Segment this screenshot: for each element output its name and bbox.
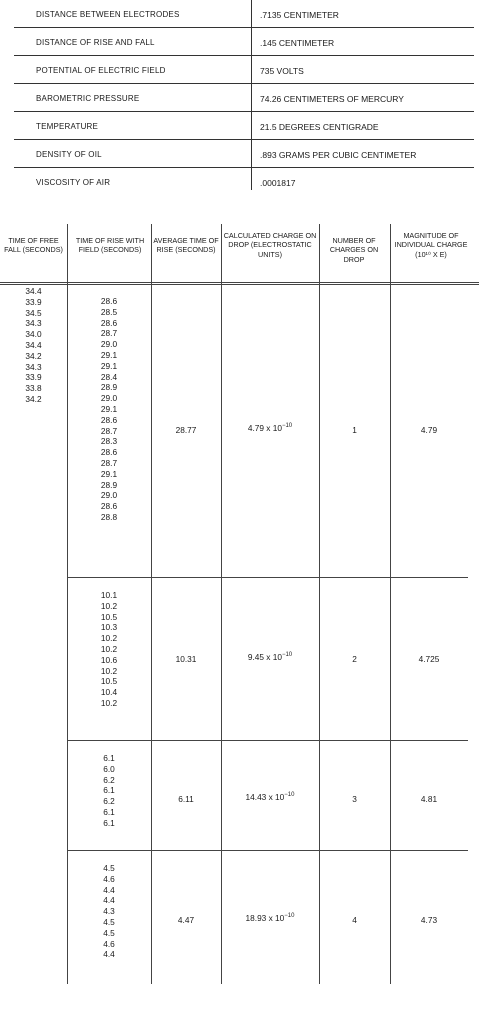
charge-base: 18.93 x 10 — [245, 913, 285, 923]
rise-time: 10.5 — [100, 676, 118, 687]
param-label: VISCOSITY OF AIR — [36, 178, 111, 187]
param-value: .893 GRAMS PER CUBIC CENTIMETER — [260, 150, 417, 160]
param-label: DISTANCE OF RISE AND FALL — [36, 38, 155, 47]
rise-time: 10.2 — [100, 665, 118, 676]
number-of-charges-value: 2 — [352, 654, 357, 664]
calculated-charge-value — [221, 652, 319, 662]
param-value: .0001817 — [260, 178, 296, 188]
rise-time: 10.2 — [100, 633, 118, 644]
param-row — [14, 112, 474, 140]
free-fall-value: 34.3 — [25, 361, 42, 372]
rise-time: 4.3 — [103, 906, 115, 917]
rise-time: 29.0 — [100, 490, 118, 501]
rise-time: 29.0 — [100, 339, 118, 350]
free-fall-value: 34.4 — [25, 339, 42, 350]
charge-group-3 — [67, 741, 468, 851]
average-rise-value: 4.47 — [177, 915, 195, 925]
free-fall-value: 33.9 — [25, 296, 42, 307]
rise-time: 10.1 — [100, 590, 118, 600]
rise-time: 6.2 — [103, 774, 115, 785]
parameters-table — [14, 0, 474, 195]
charge-group-4 — [67, 851, 468, 984]
calculated-charge-value — [221, 792, 319, 802]
rise-time: 29.1 — [100, 468, 118, 479]
number-of-charges-value: 3 — [352, 794, 357, 804]
param-value: .145 CENTIMETER — [260, 38, 335, 48]
rise-time: 28.6 — [100, 317, 118, 328]
average-rise-value: 6.11 — [178, 794, 194, 804]
magnitude-value: 4.79 — [420, 425, 438, 435]
rise-time: 28.5 — [100, 306, 118, 317]
free-fall-column — [0, 286, 67, 405]
charge-base: 4.79 x 10 — [247, 423, 282, 433]
param-row — [14, 168, 474, 195]
rise-time: 6.0 — [103, 763, 115, 774]
charge-base: 14.43 x 10 — [245, 792, 285, 802]
param-row — [14, 56, 474, 84]
measurements-table — [0, 224, 479, 960]
free-fall-value: 34.2 — [25, 393, 42, 404]
param-label: TEMPERATURE — [36, 122, 99, 131]
number-of-charges-value: 1 — [352, 425, 357, 435]
rise-time: 28.6 — [100, 447, 118, 458]
rise-time: 10.3 — [100, 622, 118, 633]
param-label: DENSITY OF OIL — [36, 150, 102, 159]
free-fall-value: 34.2 — [25, 350, 42, 361]
average-rise-value: 28.77 — [175, 425, 197, 435]
rise-time: 6.1 — [103, 817, 115, 828]
rise-time: 10.2 — [100, 600, 118, 611]
header-rise-time: TIME OF RISE WITH FIELD (SECONDS) — [75, 236, 145, 255]
magnitude-value: 4.73 — [420, 915, 438, 925]
free-fall-value: 34.4 — [25, 286, 42, 296]
magnitude-value: 4.725 — [418, 654, 440, 664]
rise-time: 28.6 — [100, 414, 118, 425]
header-calculated-charge: CALCULATED CHARGE ON DROP (ELECTROSTATIC UNITS) — [223, 231, 317, 259]
rise-time: 6.1 — [103, 785, 115, 796]
param-row — [14, 28, 474, 56]
param-label: DISTANCE BETWEEN ELECTRODES — [36, 10, 180, 19]
rise-time: 28.8 — [100, 511, 118, 522]
average-rise-value: 10.31 — [175, 654, 197, 664]
rise-time: 6.2 — [103, 796, 115, 807]
param-value: .7135 CENTIMETER — [260, 10, 339, 20]
rise-time: 10.4 — [100, 687, 118, 698]
rise-times-list — [67, 296, 151, 523]
rise-times-list — [67, 753, 151, 829]
charge-exponent: −10 — [284, 913, 295, 920]
charge-group-2 — [67, 578, 468, 741]
table-header — [0, 224, 479, 285]
charge-exponent: −10 — [281, 423, 293, 430]
header-magnitude: MAGNITUDE OF INDIVIDUAL CHARGE (10¹⁰ X E) — [394, 231, 468, 259]
param-label: POTENTIAL OF ELECTRIC FIELD — [36, 66, 166, 75]
rise-time: 4.4 — [103, 949, 115, 960]
free-fall-value: 34.0 — [25, 329, 42, 340]
header-free-fall: TIME OF FREE FALL (SECONDS) — [4, 236, 63, 255]
charge-group-1 — [67, 286, 468, 578]
rise-time: 10.2 — [100, 643, 118, 654]
rise-time: 28.3 — [100, 436, 118, 447]
header-number-charges: NUMBER OF CHARGES ON DROP — [329, 236, 379, 264]
rise-time: 28.6 — [100, 296, 118, 306]
param-row — [14, 84, 474, 112]
rise-time: 4.4 — [103, 884, 115, 895]
free-fall-value: 33.9 — [25, 372, 42, 383]
calculated-charge-value — [221, 423, 319, 433]
param-value: 735 VOLTS — [260, 66, 304, 76]
rise-times-list — [67, 590, 151, 709]
rise-time: 29.1 — [100, 360, 118, 371]
rise-time: 28.9 — [100, 479, 118, 490]
rise-times-list — [67, 863, 151, 960]
rise-time: 4.5 — [103, 916, 115, 927]
calculated-charge-value — [221, 913, 319, 923]
free-fall-value: 33.8 — [25, 383, 42, 394]
param-row — [14, 140, 474, 168]
number-of-charges-value: 4 — [352, 915, 357, 925]
param-value: 74.26 CENTIMETERS OF MERCURY — [260, 94, 404, 104]
charge-base: 9.45 x 10 — [247, 652, 282, 662]
magnitude-value: 4.81 — [420, 794, 438, 804]
rise-time: 4.6 — [103, 873, 115, 884]
charge-exponent: −10 — [281, 652, 293, 659]
rise-time: 4.5 — [103, 863, 115, 873]
rise-time: 4.6 — [103, 938, 115, 949]
rise-time: 29.1 — [100, 403, 118, 414]
free-fall-value: 34.3 — [25, 318, 42, 329]
rise-time: 6.1 — [103, 806, 115, 817]
rise-time: 10.2 — [100, 697, 118, 708]
rise-time: 10.6 — [100, 654, 118, 665]
param-row — [14, 0, 474, 28]
rise-time: 28.6 — [100, 501, 118, 512]
param-label: BAROMETRIC PRESSURE — [36, 94, 140, 103]
rise-time: 4.4 — [103, 895, 115, 906]
rise-time: 28.7 — [100, 328, 118, 339]
charge-exponent: −10 — [284, 792, 295, 799]
rise-time: 6.1 — [103, 753, 115, 763]
rise-time: 28.9 — [100, 382, 118, 393]
rise-time: 4.5 — [103, 927, 115, 938]
rise-time: 29.0 — [100, 393, 118, 404]
param-value: 21.5 DEGREES CENTIGRADE — [260, 122, 379, 132]
free-fall-value: 34.5 — [25, 307, 42, 318]
rise-time: 28.4 — [100, 371, 118, 382]
rise-time: 28.7 — [100, 425, 118, 436]
header-average-rise: AVERAGE TIME OF RISE (SECONDS) — [153, 236, 219, 255]
rise-time: 10.5 — [100, 611, 118, 622]
rise-time: 28.7 — [100, 457, 118, 468]
rise-time: 29.1 — [100, 349, 118, 360]
